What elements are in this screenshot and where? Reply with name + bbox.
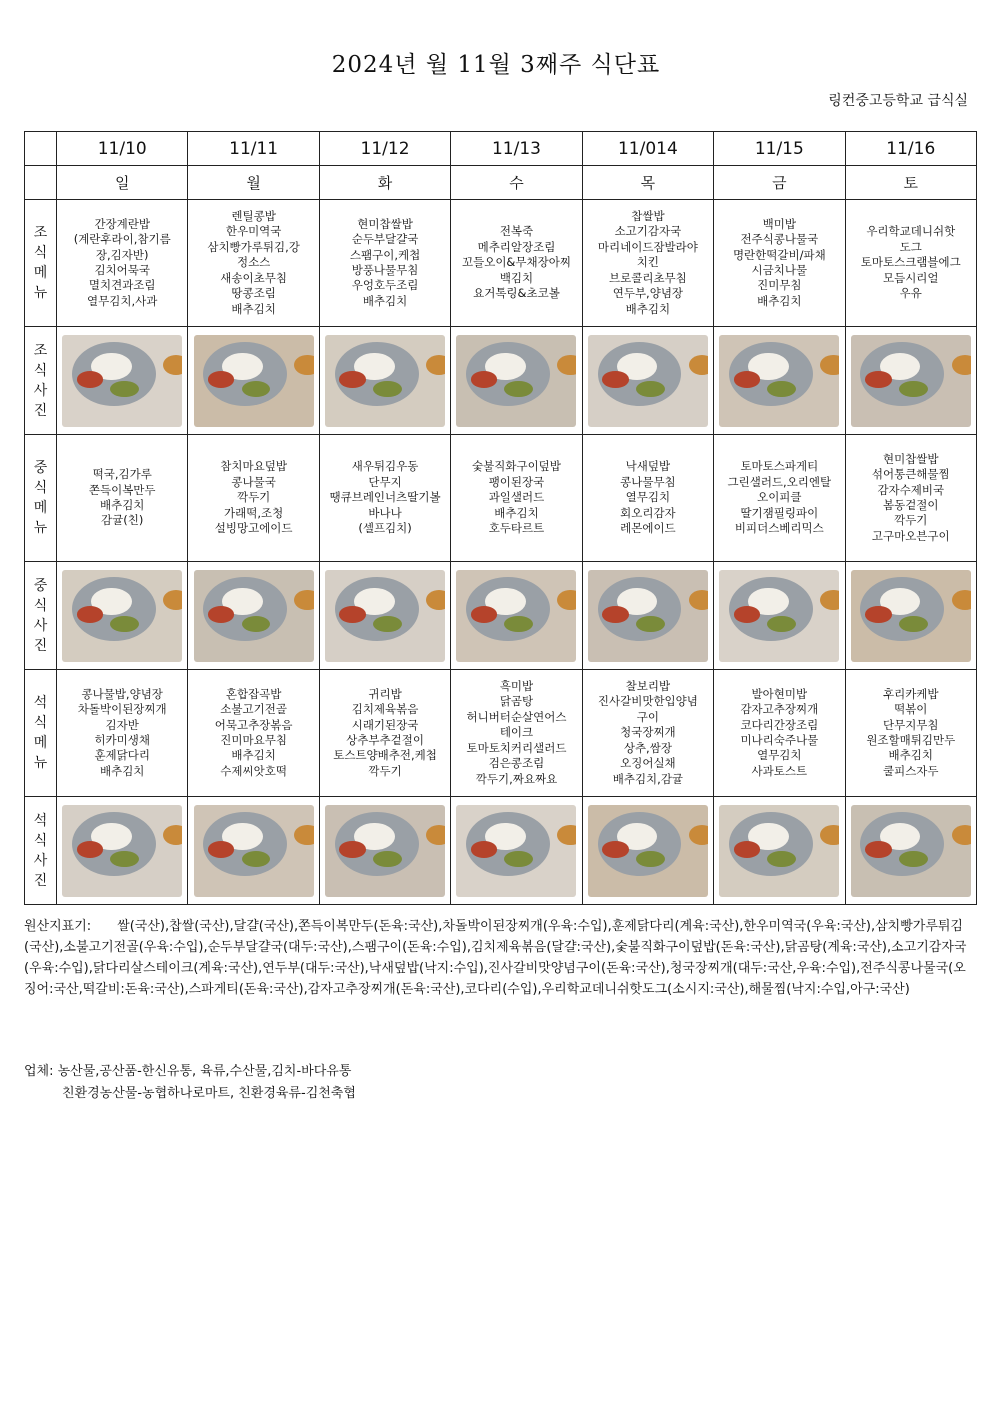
breakfast-photo-cell [451, 327, 582, 435]
food-item [373, 381, 402, 398]
row-label-char: 사 [33, 382, 48, 399]
food-item [952, 590, 971, 610]
row-label-char: 뉴 [33, 285, 48, 301]
food-item [602, 371, 628, 388]
food-item [163, 825, 182, 845]
food-item [339, 841, 365, 858]
row-label-char: 뉴 [33, 755, 48, 771]
food-item [242, 616, 271, 633]
corner-cell [25, 166, 57, 200]
dinner-photo-label [25, 797, 57, 905]
breakfast-photo-cell [188, 327, 319, 435]
food-item [820, 590, 839, 610]
food-item [557, 825, 576, 845]
food-item [865, 606, 891, 623]
date-cell: 11/16 [845, 132, 976, 166]
dinner-food-photo [62, 805, 182, 897]
dinner-menu-cell: 흑미밥 닭곰탕 허니버터순살연어스 테이크 토마토치커리샐러드 검은콩조림 깍두기,짜요짜요 [451, 670, 582, 797]
food-item [689, 825, 708, 845]
row-label-char: 중 [33, 460, 48, 476]
row-label-char: 식 [33, 597, 48, 614]
dinner-food-photo [456, 805, 576, 897]
dinner-food-photo [194, 805, 314, 897]
origin-label: 원산지표기: [24, 919, 92, 934]
food-item [163, 355, 182, 375]
breakfast-menu-cell: 찹쌀밥 소고기감자국 마리네이드잠발라야 치킨 브로콜리초무침 연두부,양념장 배추김치 [582, 200, 713, 327]
food-item [689, 590, 708, 610]
dinner-menu-label [25, 670, 57, 797]
breakfast-menu-label [25, 200, 57, 327]
lunch-menu-cell: 새우튀김우동 단무지 땡큐브레인너츠딸기볼 바나나 (셀프김치) [319, 435, 450, 562]
dinner-menu-row [25, 670, 977, 797]
food-item [426, 355, 445, 375]
breakfast-photo-cell [319, 327, 450, 435]
lunch-food-photo [456, 570, 576, 662]
row-label-char: 중 [33, 577, 48, 594]
food-item [899, 381, 928, 398]
weekday-cell: 토 [845, 166, 976, 200]
row-label-char: 식 [33, 362, 48, 379]
origin-notice [24, 916, 977, 1000]
breakfast-photo-row [25, 327, 977, 435]
dinner-menu-cell: 혼합잡곡밥 소불고기전골 어묵고추장볶음 진미마요무침 배추김치 수제씨앗호떡 [188, 670, 319, 797]
date-cell: 11/13 [451, 132, 582, 166]
breakfast-food-photo [588, 335, 708, 427]
meal-table [24, 131, 977, 905]
date-cell: 11/014 [582, 132, 713, 166]
dinner-food-photo [719, 805, 839, 897]
food-item [208, 606, 234, 623]
food-item [339, 606, 365, 623]
breakfast-food-photo [851, 335, 971, 427]
date-cell: 11/15 [714, 132, 845, 166]
breakfast-food-photo [719, 335, 839, 427]
lunch-photo-cell [57, 562, 188, 670]
dinner-photo-cell [582, 797, 713, 905]
food-item [208, 841, 234, 858]
row-label-char: 석 [33, 695, 48, 711]
weekday-row [25, 166, 977, 200]
food-item [504, 616, 533, 633]
date-cell: 11/11 [188, 132, 319, 166]
breakfast-photo-label [25, 327, 57, 435]
food-item [373, 616, 402, 633]
food-item [689, 355, 708, 375]
food-item [77, 606, 103, 623]
lunch-menu-row [25, 435, 977, 562]
dinner-food-photo [851, 805, 971, 897]
dinner-photo-row [25, 797, 977, 905]
breakfast-menu-row [25, 200, 977, 327]
row-label-char: 진 [33, 872, 48, 889]
lunch-menu-cell: 낙새덮밥 콩나물무침 열무김치 회오리감자 레몬에이드 [582, 435, 713, 562]
breakfast-food-photo [456, 335, 576, 427]
dinner-food-photo [325, 805, 445, 897]
food-item [602, 606, 628, 623]
food-item [110, 851, 139, 868]
date-row [25, 132, 977, 166]
date-cell: 11/12 [319, 132, 450, 166]
corner-cell [25, 132, 57, 166]
row-label-char: 식 [33, 480, 48, 496]
page-title: 2024년 월 11월 3째주 식단표 [331, 52, 661, 78]
food-item [734, 371, 760, 388]
row-label-char: 식 [33, 715, 48, 731]
school-name: 링컨중고등학교 급식실 [828, 93, 968, 109]
row-label-char: 메 [33, 500, 48, 516]
food-item [373, 851, 402, 868]
row-label-char: 사 [33, 617, 48, 634]
food-item [734, 606, 760, 623]
dinner-menu-cell: 귀리밥 김치제육볶음 시래기된장국 상추부추겉절이 토스트양배추전,케첩 깍두기 [319, 670, 450, 797]
lunch-photo-cell [319, 562, 450, 670]
food-item [952, 825, 971, 845]
food-item [865, 371, 891, 388]
food-item [110, 616, 139, 633]
vendor-line-2: 친환경농산물-농협하나로마트, 친환경육류-김천축협 [62, 1086, 356, 1101]
dinner-photo-cell [845, 797, 976, 905]
row-label-char: 식 [33, 245, 48, 261]
lunch-photo-row [25, 562, 977, 670]
food-item [899, 616, 928, 633]
weekday-cell: 목 [582, 166, 713, 200]
vendor-notice [24, 1061, 356, 1105]
food-item [339, 371, 365, 388]
breakfast-food-photo [194, 335, 314, 427]
lunch-photo-cell [714, 562, 845, 670]
breakfast-food-photo [62, 335, 182, 427]
food-item [820, 355, 839, 375]
breakfast-menu-cell: 전복죽 메추리알장조림 꼬들오이&무채장아찌 백김치 요거톡링&초코볼 [451, 200, 582, 327]
food-item [294, 590, 313, 610]
breakfast-menu-cell: 우리학교데니쉬핫 도그 토마토스크램블에그 모듬시리얼 우유 [845, 200, 976, 327]
dinner-photo-cell [451, 797, 582, 905]
food-item [636, 381, 665, 398]
dinner-menu-cell: 후리카케밥 떡볶이 단무지무침 원조할매튀김만두 배추김치 쿨피스자두 [845, 670, 976, 797]
date-cell: 11/10 [57, 132, 188, 166]
lunch-menu-cell: 현미찹쌀밥 섞어통큰해물찜 감자수제비국 봄동겉절이 깍두기 고구마오븐구이 [845, 435, 976, 562]
dinner-photo-cell [319, 797, 450, 905]
food-item [734, 841, 760, 858]
food-item [242, 381, 271, 398]
breakfast-menu-cell: 백미밥 전주식콩나물국 명란한떡갈비/파채 시금치나물 진미무침 배추김치 [714, 200, 845, 327]
lunch-menu-cell: 참치마요덮밥 콩나물국 깍두기 가래떡,조청 설빙망고에이드 [188, 435, 319, 562]
vendor-line-1: 업체: 농산물,공산품-한신유통, 육류,수산물,김치-바다유통 [24, 1064, 352, 1079]
food-item [636, 851, 665, 868]
lunch-food-photo [588, 570, 708, 662]
breakfast-photo-cell [57, 327, 188, 435]
food-item [426, 825, 445, 845]
food-item [952, 355, 971, 375]
food-item [504, 851, 533, 868]
weekday-cell: 수 [451, 166, 582, 200]
food-item [110, 381, 139, 398]
breakfast-photo-cell [714, 327, 845, 435]
lunch-photo-cell [451, 562, 582, 670]
food-item [242, 851, 271, 868]
breakfast-menu-cell: 렌틸콩밥 한우미역국 삼치빵가루튀김,강 정소스 새송이초무침 땅콩조림 배추김치 [188, 200, 319, 327]
row-label-char: 뉴 [33, 520, 48, 536]
row-label-char: 진 [33, 637, 48, 654]
food-item [820, 825, 839, 845]
dinner-menu-cell: 콩나물밥,양념장 차돌박이된장찌개 김자반 히카미생채 훈제닭다리 배추김치 [57, 670, 188, 797]
food-item [767, 616, 796, 633]
lunch-photo-label [25, 562, 57, 670]
row-label-char: 조 [33, 342, 48, 359]
food-item [471, 371, 497, 388]
breakfast-menu-cell: 간장계란밥 (계란후라이,참기름 장,김자반) 김치어묵국 멸치견과조림 열무김치,사과 [57, 200, 188, 327]
food-item [636, 616, 665, 633]
lunch-food-photo [62, 570, 182, 662]
food-item [77, 371, 103, 388]
breakfast-photo-cell [582, 327, 713, 435]
lunch-menu-cell: 숯불직화구이덮밥 팽이된장국 과일샐러드 배추김치 호두타르트 [451, 435, 582, 562]
row-label-char: 사 [33, 852, 48, 869]
dinner-photo-cell [188, 797, 319, 905]
dinner-food-photo [588, 805, 708, 897]
row-label-char: 진 [33, 402, 48, 419]
breakfast-photo-cell [845, 327, 976, 435]
breakfast-food-photo [325, 335, 445, 427]
lunch-food-photo [325, 570, 445, 662]
food-item [471, 841, 497, 858]
food-item [504, 381, 533, 398]
weekday-cell: 월 [188, 166, 319, 200]
food-item [163, 590, 182, 610]
food-item [426, 590, 445, 610]
lunch-photo-cell [845, 562, 976, 670]
food-item [294, 825, 313, 845]
lunch-photo-cell [188, 562, 319, 670]
food-item [208, 371, 234, 388]
lunch-photo-cell [582, 562, 713, 670]
row-label-char: 식 [33, 832, 48, 849]
food-item [557, 590, 576, 610]
row-label-char: 석 [33, 812, 48, 829]
breakfast-menu-cell: 현미찹쌀밥 순두부달걀국 스팸구이,케첩 방풍나물무침 우엉호두조림 배추김치 [319, 200, 450, 327]
row-label-char: 메 [33, 265, 48, 281]
food-item [865, 841, 891, 858]
food-item [899, 851, 928, 868]
weekday-cell: 금 [714, 166, 845, 200]
food-item [767, 381, 796, 398]
origin-text: 쌀(국산),찹쌀(국산),달걀(국산),쫀득이복만두(돈육:국산),차돌박이된장찌개(우육:수입),훈제닭다리(계육:국산),한우미역국(우육:국산),삼치빵가루튀김(국산),소불고기전골(우육:수입),순두부달걀국(대두:국산),스팸구이(돈육:수입),김치제육볶음(달걀:국산),숯불직화구이덮밥(돈육:국산),닭곰탕(계육:국산),소고기감자국(우육:수입),닭다리살스테이크(계육:국산),연두부(대두:국산),낙새덮밥(낙지:수입),진사갈비맛양념구이(돈육:국산),청국장찌개(대두:국산,우육:수입),전주식콩나물국(오징어:국산,떡갈비:돈육:국산),스파게티(돈육:국산),감자고추장찌개(돈육:국산),코다리(수입),우리학교데니쉬핫도그(소시지:국산),해물찜(낙지:수입,아구:국산) [24, 919, 967, 997]
food-item [557, 355, 576, 375]
lunch-food-photo [851, 570, 971, 662]
dinner-photo-cell [714, 797, 845, 905]
dinner-menu-cell: 찰보리밥 진사갈비맛한입양념 구이 청국장찌개 상추,쌈장 오징어실채 배추김치,감귤 [582, 670, 713, 797]
food-item [294, 355, 313, 375]
weekday-cell: 화 [319, 166, 450, 200]
lunch-menu-cell: 떡국,김가루 쫀득이복만두 배추김치 감귤(친) [57, 435, 188, 562]
food-item [602, 841, 628, 858]
lunch-food-photo [194, 570, 314, 662]
food-item [77, 841, 103, 858]
row-label-char: 조 [33, 225, 48, 241]
lunch-menu-label [25, 435, 57, 562]
dinner-photo-cell [57, 797, 188, 905]
food-item [767, 851, 796, 868]
weekday-cell: 일 [57, 166, 188, 200]
row-label-char: 메 [33, 735, 48, 751]
food-item [471, 606, 497, 623]
dinner-menu-cell: 발아현미밥 감자고추장찌개 코다리간장조림 미나리숙주나물 열무김치 사과토스트 [714, 670, 845, 797]
lunch-menu-cell: 토마토스파게티 그린샐러드,오리엔탈 오이피클 딸기잼필링파이 비피더스베리믹스 [714, 435, 845, 562]
lunch-food-photo [719, 570, 839, 662]
